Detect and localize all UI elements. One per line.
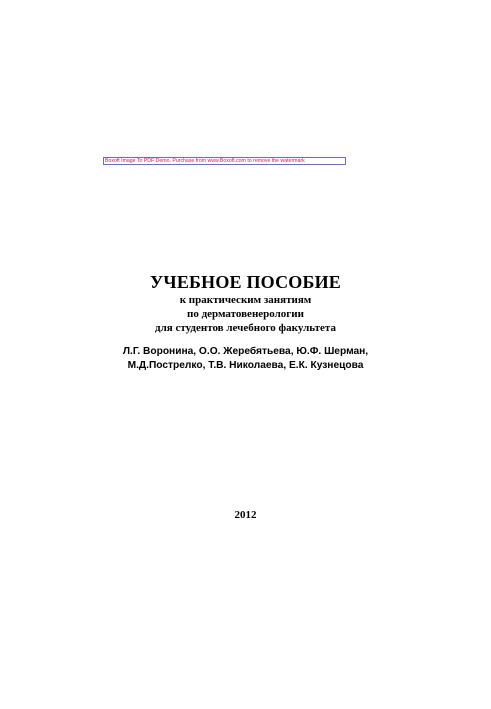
subtitle-line: к практическим занятиям (179, 294, 312, 306)
authors-block (0, 345, 491, 373)
document-title: УЧЕБНОЕ ПОСОБИЕ (150, 272, 341, 292)
authors-line: Л.Г. Воронина, О.О. Жеребятьева, Ю.Ф. Шерман, (122, 346, 369, 357)
subtitle-line: по дерматовенерологии (187, 308, 304, 320)
subtitle-line: для студентов лечебного факультета (155, 322, 336, 334)
authors-line: М.Д.Пострелко, Т.В. Николаева, Е.К. Кузнецова (127, 360, 364, 371)
title-block (0, 271, 491, 335)
publication-year: 2012 (234, 509, 257, 521)
watermark-banner[interactable]: Boxoft Image To PDF Demo. Purchase from www.Boxoft.com to remove the watermark (103, 157, 346, 165)
